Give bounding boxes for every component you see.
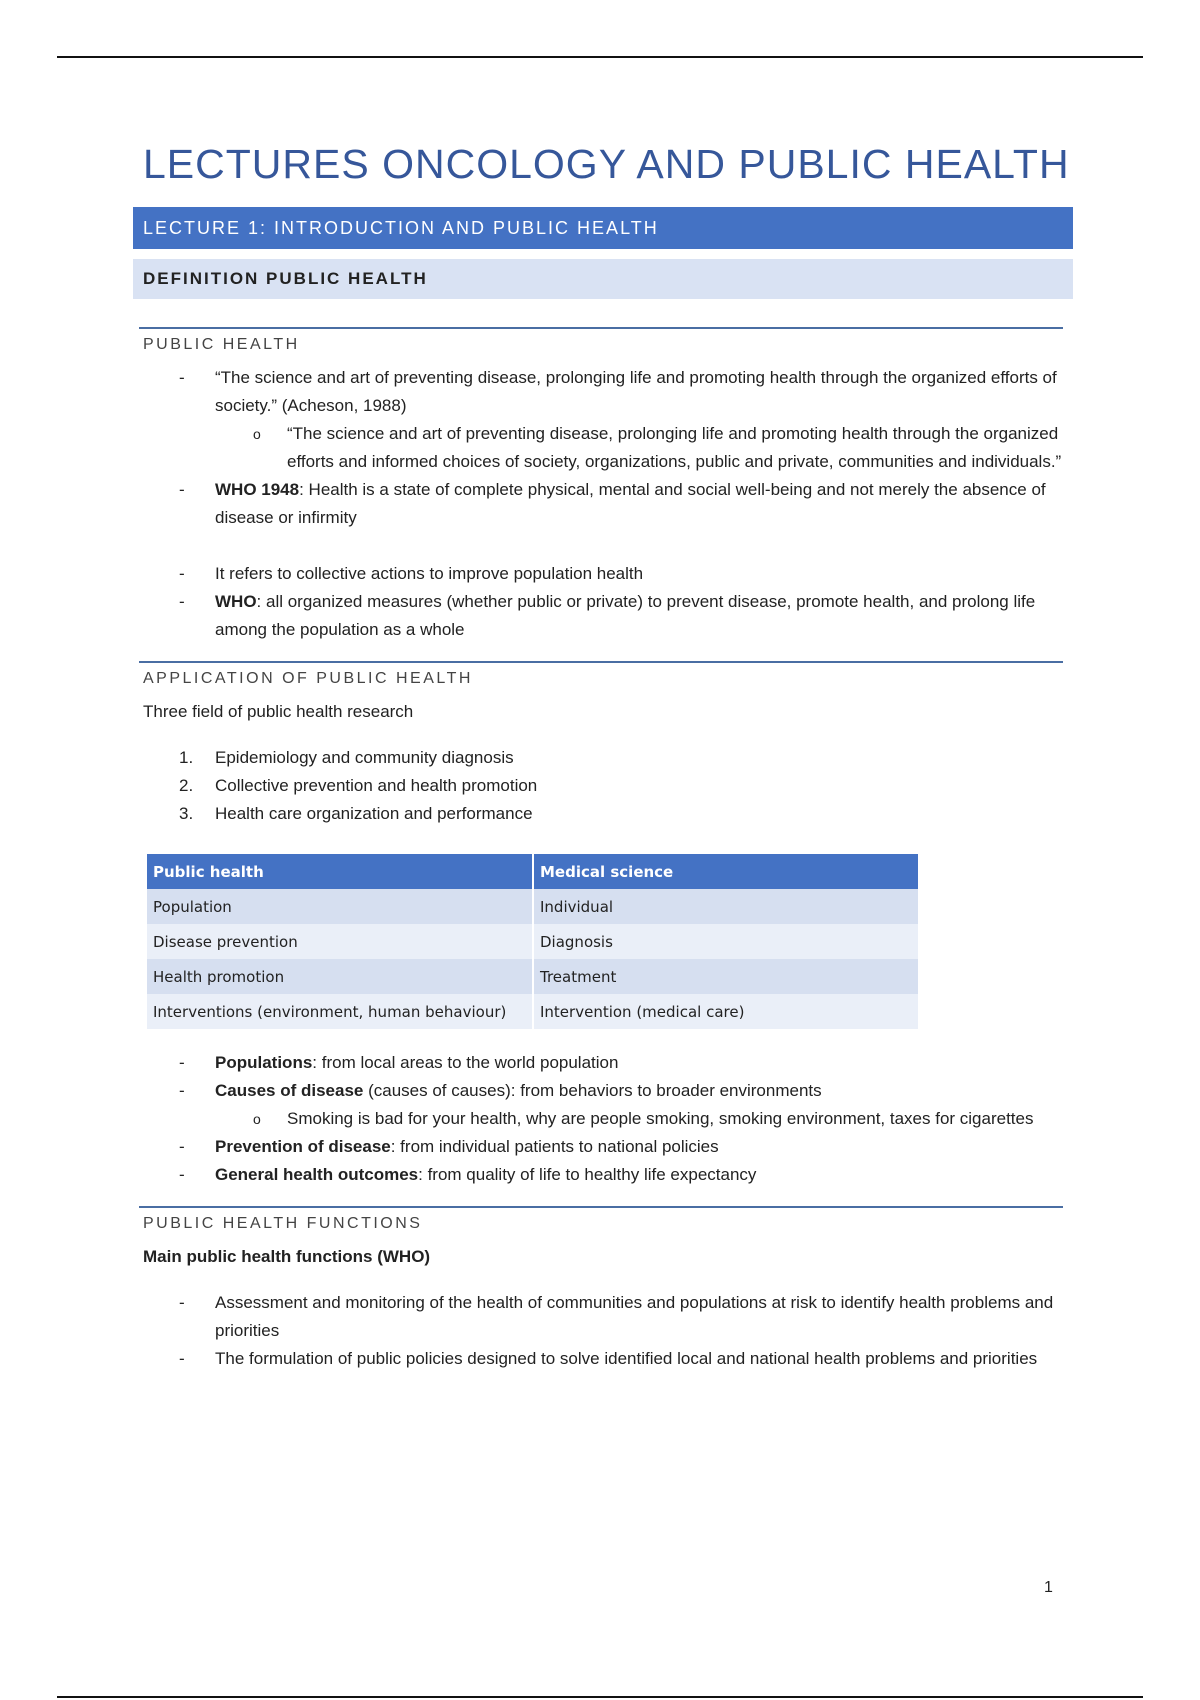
list-item	[133, 588, 1073, 644]
table-cell: Population	[147, 889, 533, 924]
sub-list-item	[215, 420, 1073, 476]
table-row	[147, 959, 918, 994]
table-cell: Interventions (environment, human behaviour)	[147, 994, 533, 1029]
table-cell: Treatment	[533, 959, 918, 994]
functions-subheading: Main public health functions (WHO)	[143, 1247, 431, 1267]
list-item: - Populations: from local areas to the world population	[133, 1049, 1073, 1077]
list-item: 3. Health care organization and performance	[179, 804, 533, 824]
page-top-rule	[57, 56, 1143, 58]
table-cell: Disease prevention	[147, 924, 533, 959]
table-row	[147, 889, 918, 924]
list-item: - The formulation of public policies designed to solve identified local and national health problems and priorities	[133, 1345, 1073, 1373]
table-cell: Individual	[533, 889, 918, 924]
who-1948-text: : Health is a state of complete physical, mental and social well-being and not merely the absence of disease or infirmity	[215, 480, 1046, 528]
application-bullets	[133, 1049, 1073, 1189]
who-text: : all organized measures (whether public or private) to prevent disease, promote health, and prolong life among the population as a whole	[215, 592, 1036, 640]
who-1948-label: WHO 1948	[215, 480, 300, 500]
list-item	[133, 560, 1073, 588]
collective-actions-text: It refers to collective actions to improve population health	[215, 564, 644, 584]
section-heading-application: APPLICATION OF PUBLIC HEALTH	[139, 661, 1063, 688]
table-row	[147, 994, 918, 1029]
table-cell: Diagnosis	[533, 924, 918, 959]
page-bottom-rule	[57, 1696, 1143, 1698]
list-item: 2. Collective prevention and health promotion	[179, 776, 538, 796]
list-item	[133, 364, 1073, 476]
list-item: - Prevention of disease: from individual patients to national policies	[133, 1133, 1073, 1161]
section-heading-functions: PUBLIC HEALTH FUNCTIONS	[139, 1206, 1063, 1233]
page-content	[133, 140, 1073, 1373]
page-number: 1	[1044, 1579, 1053, 1596]
public-health-body	[133, 364, 1073, 644]
comparison-table	[147, 854, 918, 1029]
list-item: - Assessment and monitoring of the health of communities and populations at risk to identify health problems and priorities	[133, 1289, 1073, 1345]
table-header-cell: Medical science	[533, 854, 918, 889]
lecture-heading: LECTURE 1: INTRODUCTION AND PUBLIC HEALTH	[133, 207, 1073, 249]
who-label: WHO	[215, 592, 257, 612]
extended-definition: “The science and art of preventing disease, prolonging life and promoting health through the organized efforts and informed choices of society, organizations, public and private, communities and individuals.”	[287, 424, 1062, 472]
list-item	[133, 476, 1073, 532]
list-item: - General health outcomes: from quality of life to healthy life expectancy	[133, 1161, 1073, 1189]
table-cell: Intervention (medical care)	[533, 994, 918, 1029]
table-header-row	[147, 854, 918, 889]
acheson-definition: “The science and art of preventing disease, prolonging life and promoting health through the organized efforts of society.” (Acheson, 1988)	[215, 368, 1057, 416]
section-heading-public-health: PUBLIC HEALTH	[139, 327, 1063, 354]
document-title: LECTURES ONCOLOGY AND PUBLIC HEALTH	[143, 141, 1070, 187]
table-row	[147, 924, 918, 959]
table-header-cell: Public health	[147, 854, 533, 889]
list-item: 1. Epidemiology and community diagnosis	[179, 748, 514, 768]
functions-body	[133, 1243, 1073, 1373]
application-intro: Three field of public health research	[143, 702, 414, 722]
sub-list-item: o Smoking is bad for your health, why are people smoking, smoking environment, taxes for cigarettes	[215, 1105, 1073, 1133]
application-body	[133, 698, 1073, 1189]
definition-heading: DEFINITION PUBLIC HEALTH	[133, 259, 1073, 299]
list-item: - Causes of disease (causes of causes): from behaviors to broader environments o Smoking is bad for your health, why are people smoking, smoking environment, taxes for cigarettes	[133, 1077, 1073, 1133]
table-cell: Health promotion	[147, 959, 533, 994]
research-fields-list	[133, 744, 1073, 828]
